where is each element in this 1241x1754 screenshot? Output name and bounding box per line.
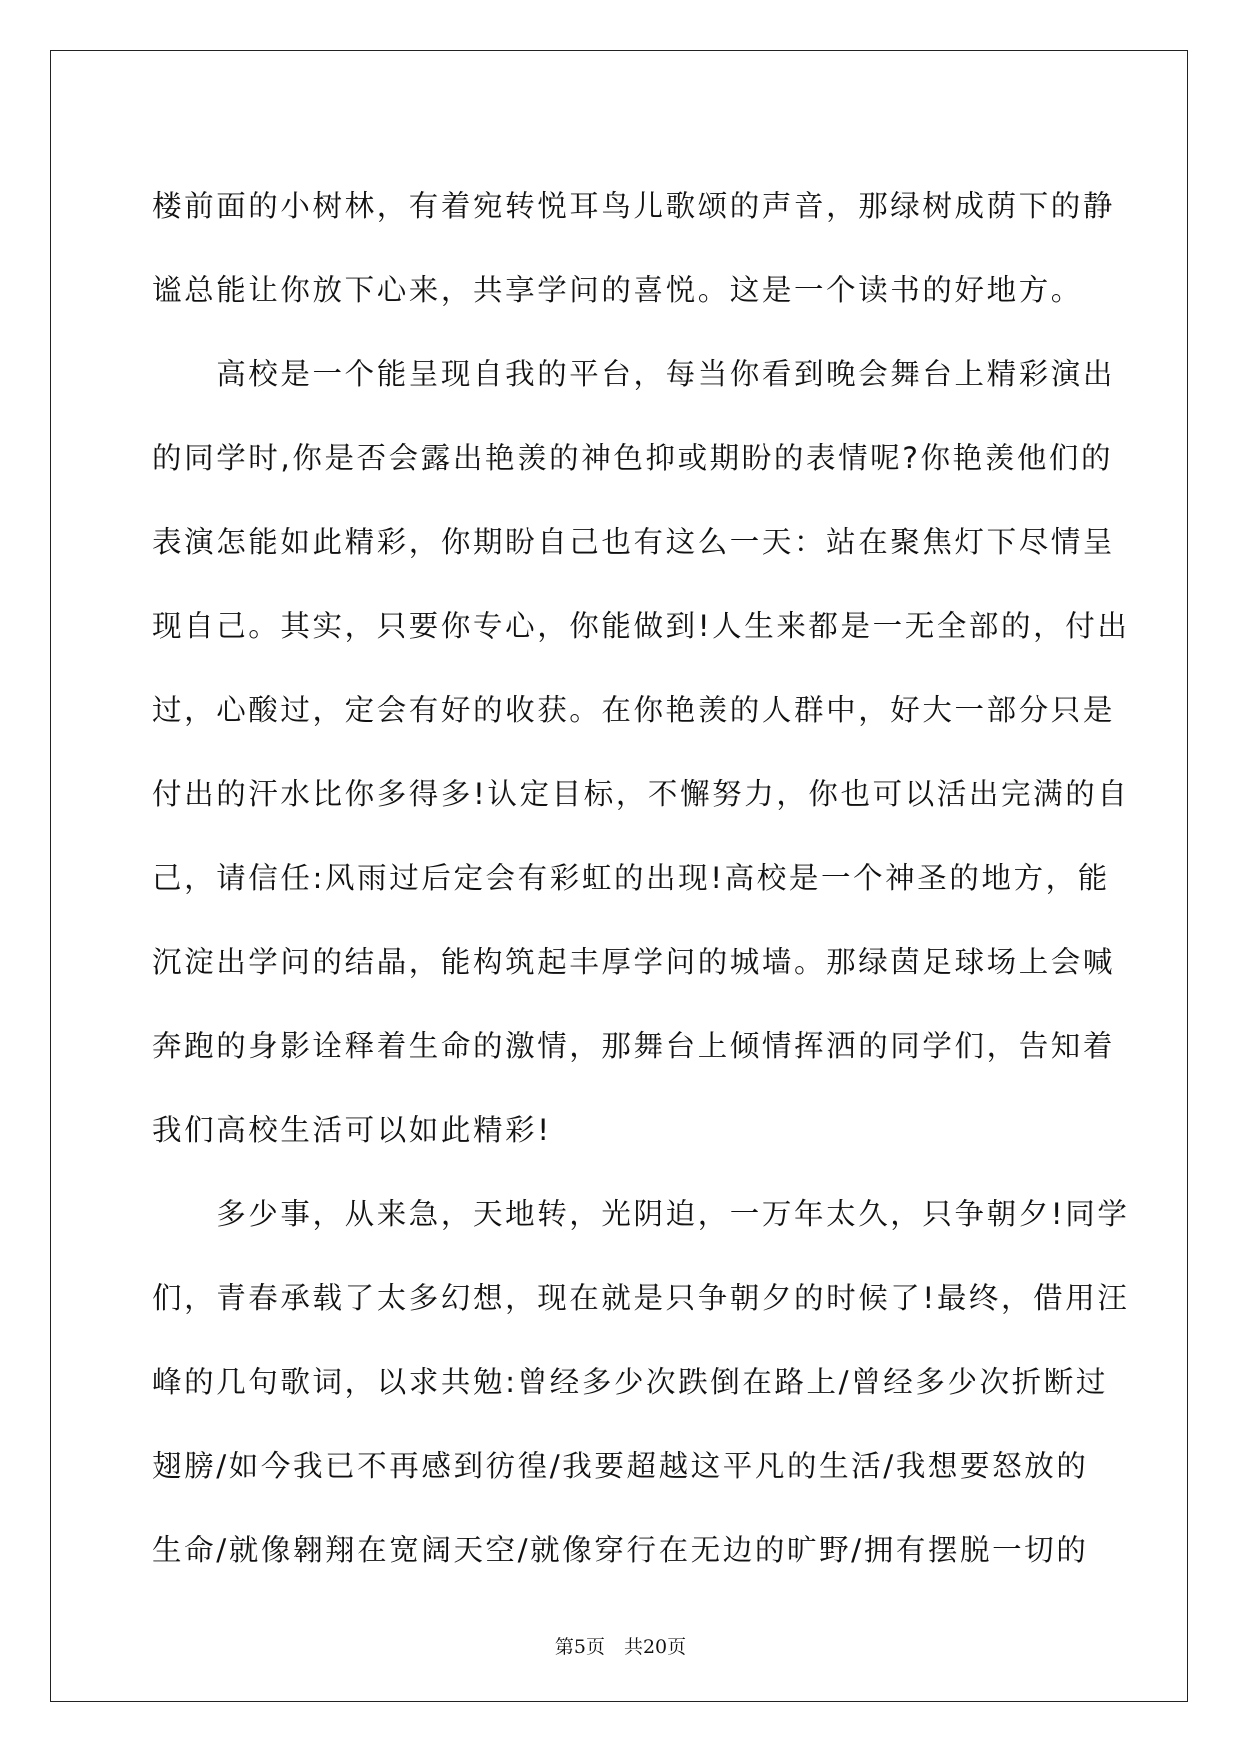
- paragraph-start-line: 高校是一个能呈现自我的平台，每当你看到晚会舞台上精彩演出: [152, 357, 1116, 391]
- text-line: 峰的几句歌词，以求共勉:曾经多少次跌倒在路上/曾经多少次折断过: [152, 1365, 1108, 1399]
- paragraph-start-line: 多少事，从来急，天地转，光阴迫，一万年太久，只争朝夕!同学: [152, 1197, 1130, 1231]
- text-line: 楼前面的小树林，有着宛转悦耳鸟儿歌颂的声音，那绿树成荫下的静: [152, 189, 1116, 223]
- text-line: 我们高校生活可以如此精彩!: [152, 1113, 552, 1147]
- text-line: 生命/就像翱翔在宽阔天空/就像穿行在无边的旷野/拥有摆脱一切的: [152, 1533, 1089, 1567]
- text-line: 过，心酸过，定会有好的收获。在你艳羡的人群中，好大一部分只是: [152, 693, 1116, 727]
- text-line: 现自己。其实，只要你专心，你能做到!人生来都是一无全部的，付出: [152, 609, 1130, 643]
- document-body: [152, 164, 1130, 1592]
- text-line: 表演怎能如此精彩，你期盼自己也有这么一天：站在聚焦灯下尽情呈: [152, 525, 1116, 559]
- text-line: 的同学时,你是否会露出艳羡的神色抑或期盼的表情呢?你艳羡他们的: [152, 441, 1114, 475]
- text-line: 付出的汗水比你多得多!认定目标，不懈努力，你也可以活出完满的自: [152, 777, 1130, 811]
- text-line: 己，请信任:风雨过后定会有彩虹的出现!高校是一个神圣的地方，能: [152, 861, 1110, 895]
- page-number-footer: 第5页 共20页: [554, 1636, 687, 1658]
- text-line: 奔跑的身影诠释着生命的激情，那舞台上倾情挥洒的同学们，告知着: [152, 1029, 1116, 1063]
- text-line: 沉淀出学问的结晶，能构筑起丰厚学问的城墙。那绿茵足球场上会喊: [152, 945, 1116, 979]
- text-line: 谧总能让你放下心来，共享学问的喜悦。这是一个读书的好地方。: [152, 273, 1083, 307]
- text-line: 翅膀/如今我已不再感到彷徨/我要超越这平凡的生活/我想要怒放的: [152, 1449, 1089, 1483]
- text-line: 们，青春承载了太多幻想，现在就是只争朝夕的时候了!最终，借用汪: [152, 1281, 1130, 1315]
